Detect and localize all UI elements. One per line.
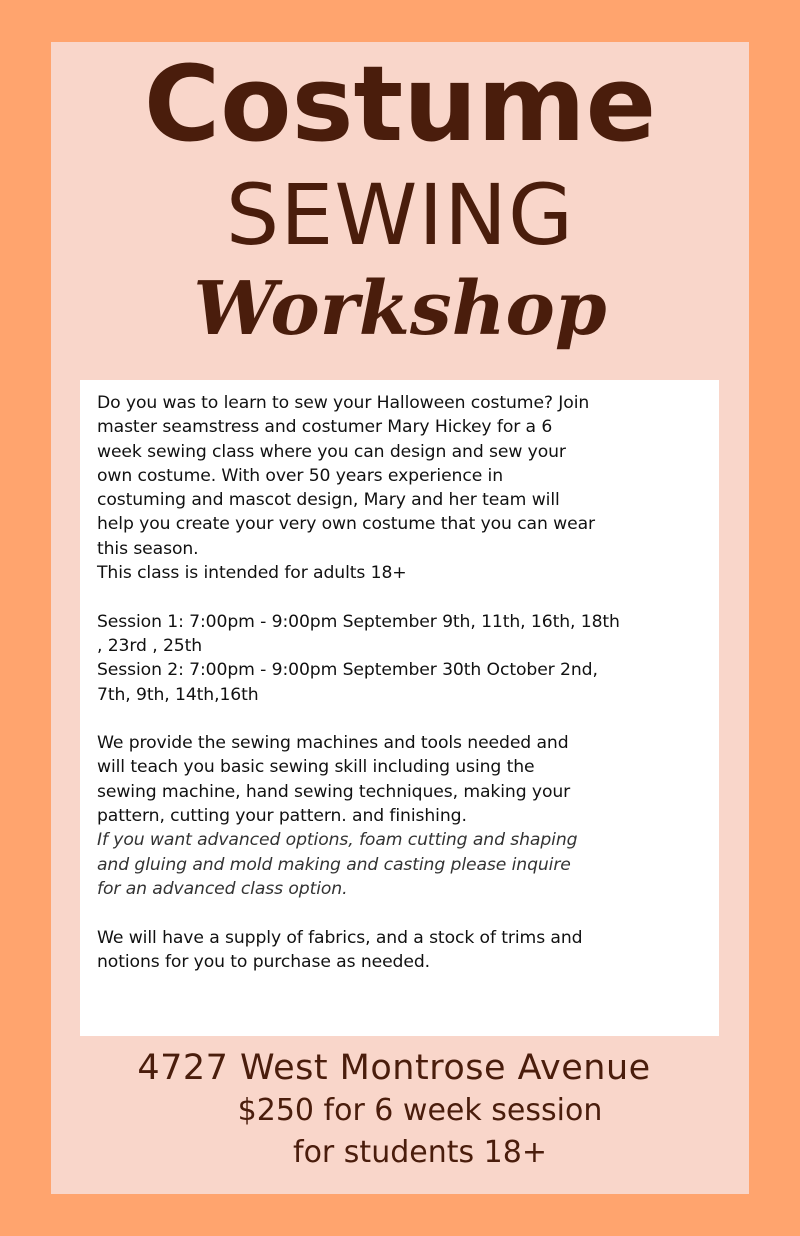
provide-line: will teach you basic sewing skill including using the bbox=[97, 757, 535, 778]
supply-line: notions for you to purchase as needed. bbox=[97, 951, 431, 972]
intro-line: this season. bbox=[97, 538, 199, 559]
footer-address: 4727 West Montrose Avenue bbox=[137, 1048, 651, 1088]
intro-line: own costume. With over 50 years experience in bbox=[97, 465, 503, 486]
session-1-line: , 23rd , 25th bbox=[97, 635, 203, 656]
session-2-line: 7th, 9th, 14th,16th bbox=[97, 684, 259, 705]
title-sewing: SEWING bbox=[225, 166, 575, 264]
spacer bbox=[97, 707, 717, 731]
intro-line: master seamstress and costumer Mary Hickey for a 6 bbox=[97, 417, 553, 438]
supply-line: We will have a supply of fabrics, and a stock of trims and bbox=[97, 927, 583, 948]
intro-line: help you create your very own costume that you can wear bbox=[97, 514, 595, 535]
advanced-line: and gluing and mold making and casting please inquire bbox=[97, 854, 571, 875]
audience-note: This class is intended for adults 18+ bbox=[97, 563, 407, 584]
provide-line: sewing machine, hand sewing techniques, making your bbox=[97, 781, 571, 802]
provide-line: pattern, cutting your pattern. and finishing. bbox=[97, 806, 467, 827]
session-1-line: Session 1: 7:00pm - 9:00pm September 9th, 11th, 16th, 18th bbox=[97, 611, 620, 632]
title-costume: Costume bbox=[143, 43, 657, 165]
intro-line: week sewing class where you can design and sew your bbox=[97, 441, 566, 462]
footer-price: $250 for 6 week session bbox=[237, 1093, 603, 1128]
intro-line: costuming and mascot design, Mary and her team will bbox=[97, 490, 560, 511]
intro-line: Do you was to learn to sew your Halloween costume? Join bbox=[97, 393, 590, 413]
spacer bbox=[97, 585, 717, 609]
title-workshop: Workshop bbox=[193, 266, 607, 352]
description-text bbox=[97, 391, 717, 974]
advanced-line: If you want advanced options, foam cutting and shaping bbox=[97, 830, 578, 851]
advanced-line: for an advanced class option. bbox=[97, 878, 348, 899]
spacer bbox=[97, 901, 717, 925]
footer-audience: for students 18+ bbox=[293, 1135, 547, 1170]
session-2-line: Session 2: 7:00pm - 9:00pm September 30th October 2nd, bbox=[97, 660, 598, 681]
provide-line: We provide the sewing machines and tools needed and bbox=[97, 733, 569, 754]
